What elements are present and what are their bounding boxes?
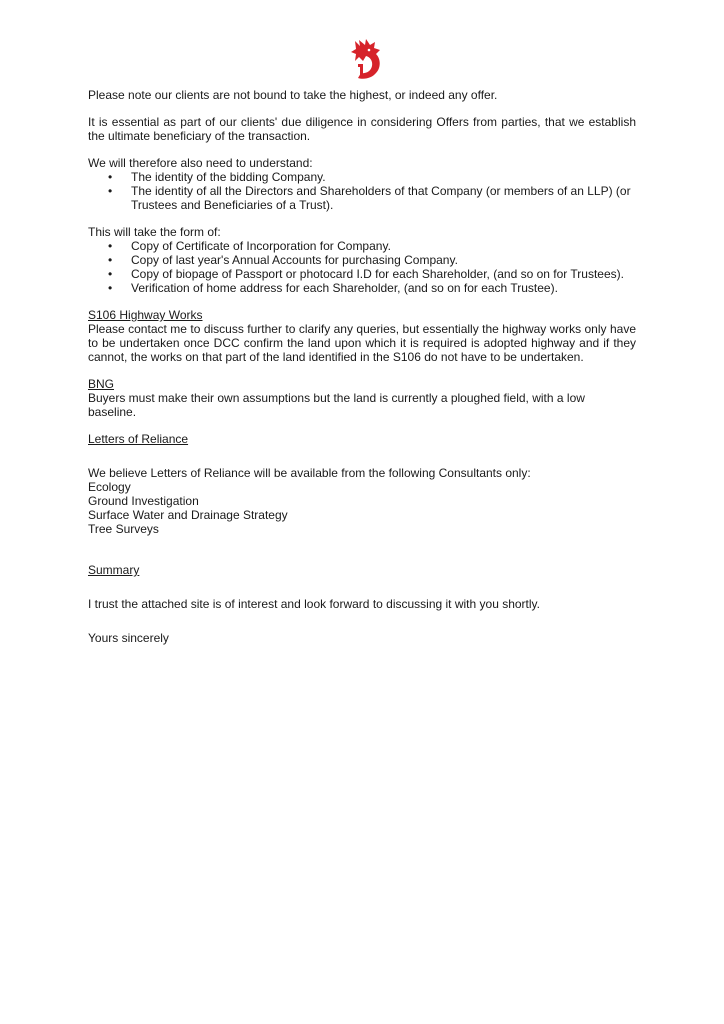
list-item: • The identity of all the Directors and Shareholders of that Company (or members of an LLP) (or Trustees and Beneficiaries of a Trust). [88, 184, 636, 212]
list-item: • Copy of last year's Annual Accounts for purchasing Company. [88, 253, 636, 267]
understand-list [88, 170, 636, 212]
list-item: Ecology [88, 480, 131, 494]
bng-heading: BNG [88, 377, 115, 391]
bng-text: Buyers must make their own assumptions but the land is currently a ploughed field, with a low baseline. [88, 391, 585, 419]
consultants-list [88, 480, 636, 536]
list-item: • Copy of biopage of Passport or photocard I.D for each Shareholder, (and so on for Trustees). [88, 267, 636, 281]
clients-not-bound-paragraph: Please note our clients are not bound to take the highest, or indeed any offer. [88, 88, 498, 102]
summary-heading: Summary [88, 563, 140, 577]
summary-text: I trust the attached site is of interest and look forward to discussing it with you shortly. [88, 597, 540, 611]
list-item: Tree Surveys [88, 522, 159, 536]
form-intro: This will take the form of: [88, 225, 221, 239]
reliance-heading: Letters of Reliance [88, 432, 189, 446]
letter-body [88, 88, 636, 645]
reliance-intro: We believe Letters of Reliance will be available from the following Consultants only: [88, 466, 531, 480]
due-diligence-paragraph: It is essential as part of our clients' due diligence in considering Offers from parties, that we establish the ultimate beneficiary of the transaction. [88, 115, 636, 143]
red-dragon-logo-icon [346, 37, 384, 81]
s106-text: Please contact me to discuss further to clarify any queries, but essentially the highway works only have to be undertaken once DCC confirm the land upon which it is required is adopted highway and if they cannot, the works on that part of the land identified in the S106 do not have to be undertaken. [88, 322, 636, 364]
list-item: Surface Water and Drainage Strategy [88, 508, 288, 522]
list-item: Ground Investigation [88, 494, 199, 508]
form-list [88, 239, 636, 295]
list-item: • Copy of Certificate of Incorporation for Company. [88, 239, 636, 253]
signoff: Yours sincerely [88, 631, 169, 645]
list-item: • The identity of the bidding Company. [88, 170, 636, 184]
understand-intro: We will therefore also need to understand: [88, 156, 313, 170]
list-item: • Verification of home address for each Shareholder, (and so on for each Trustee). [88, 281, 636, 295]
s106-heading: S106 Highway Works [88, 308, 203, 322]
